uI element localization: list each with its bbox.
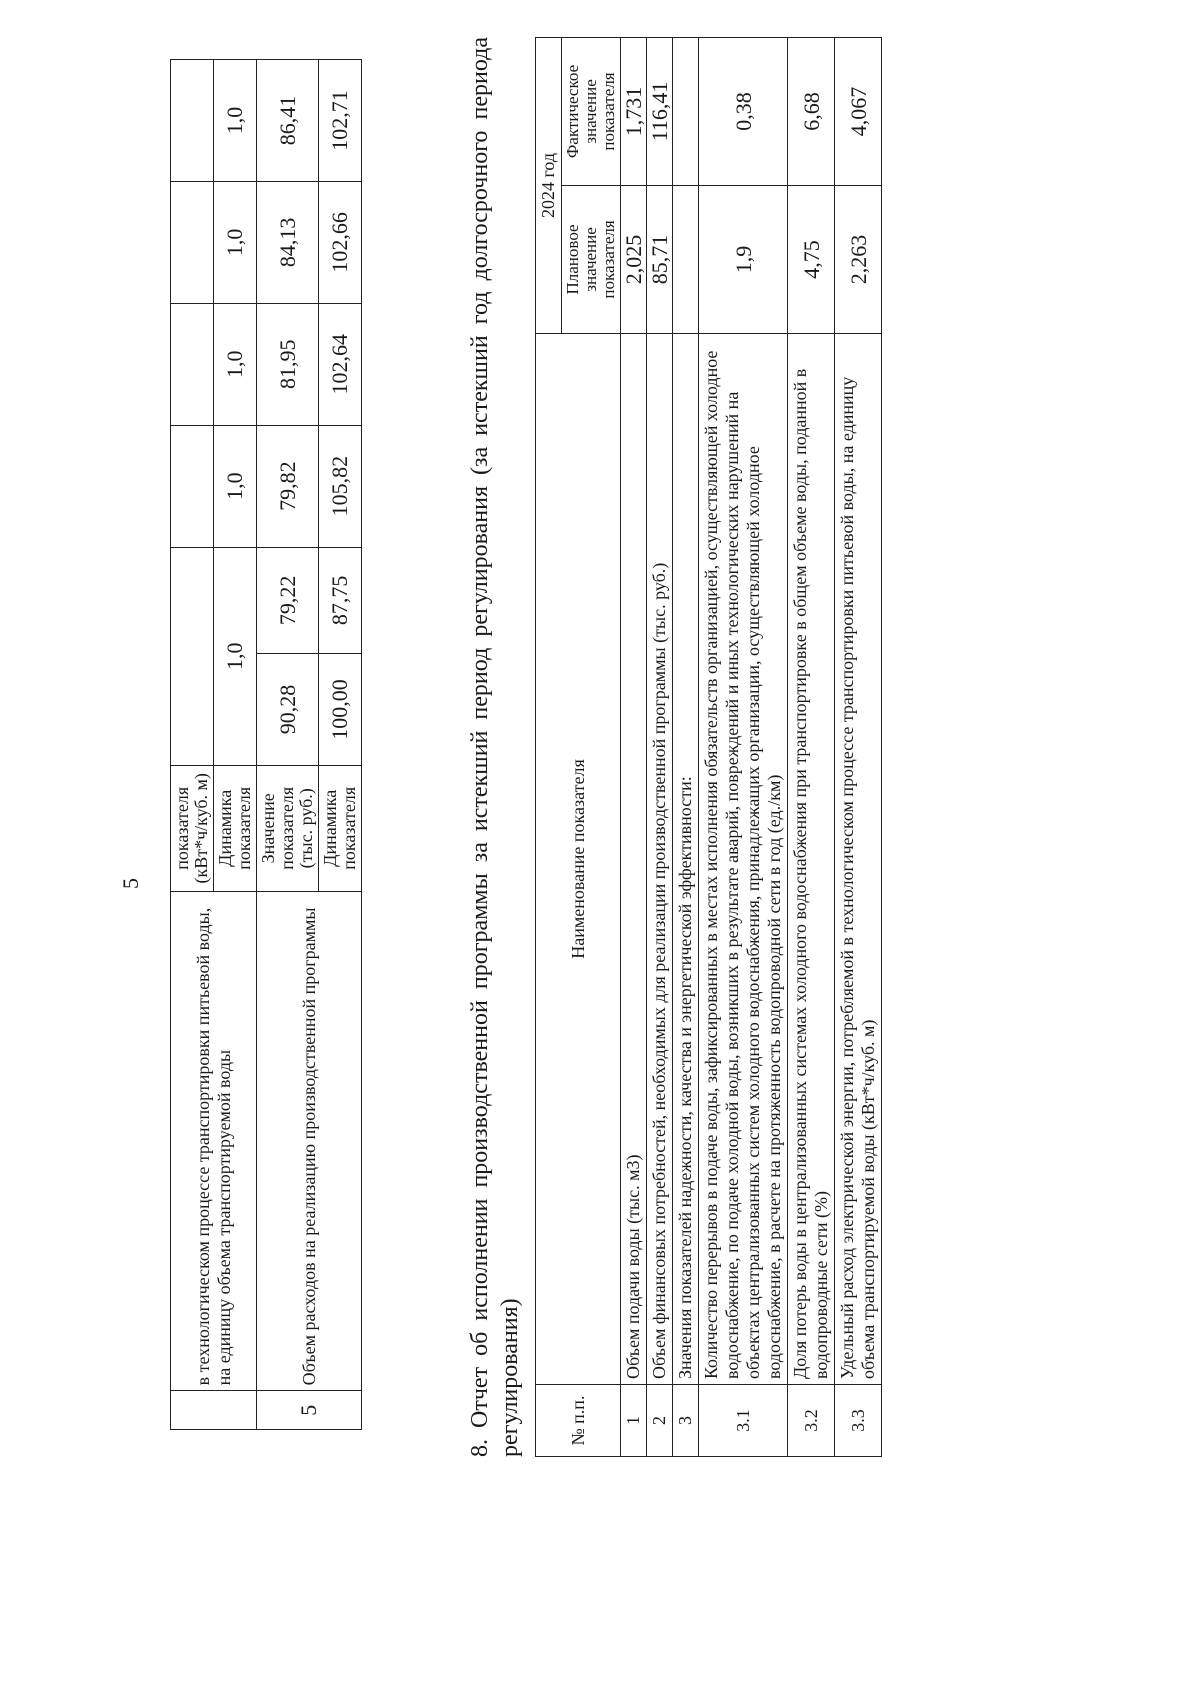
continuation-table (170, 59, 362, 1430)
row-fact: 0,38 (699, 38, 788, 186)
table-row (699, 38, 788, 1457)
row-label: Объем расходов на реализацию производственной программы (257, 891, 362, 1391)
value-cell: 1,0 (214, 425, 257, 547)
value-cell: 100,00 (319, 654, 362, 766)
value-cell (171, 303, 214, 425)
row-num: 1 (621, 1385, 647, 1457)
unit-cell: показателя (кВт*ч/куб. м) (171, 765, 214, 891)
row-name: Количество перерывов в подаче воды, зафиксированных в местах исполнения обязательств организацией, осуществляющей холодное водоснабжение, по подаче холодной воды, возникших в результате аварий, повреждений и иных технологических нарушений на объектах централизованных систем холодного водоснабжения, принадлежащих организации, осуществляющей холодное водоснабжение, в расчете на протяженность водопроводной сети в год (ед./км) (699, 333, 788, 1384)
value-cell: 102,71 (319, 60, 362, 182)
row-label: в технологическом процессе транспортировки питьевой воды, на единицу объема транспортируемой воды (171, 891, 257, 1391)
unit-cell: Динамика показателя (214, 765, 257, 891)
value-cell (171, 181, 214, 303)
row-num-cell: 5 (257, 1391, 362, 1430)
unit-cell: Динамика показателя (319, 765, 362, 891)
report-table (535, 37, 882, 1457)
row-fact: 116,41 (647, 38, 673, 186)
value-cell: 86,41 (257, 60, 319, 182)
row-name: Объем финансовых потребностей, необходимых для реализации производственной программы (тыс. руб.) (647, 333, 673, 1384)
row-fact: 4,067 (835, 38, 882, 186)
value-cell: 1,0 (214, 60, 257, 182)
row-num: 3.2 (788, 1385, 835, 1457)
row-num: 3 (673, 1385, 699, 1457)
value-cell: 81,95 (257, 303, 319, 425)
value-cell: 90,28 (257, 654, 319, 766)
value-cell (171, 425, 214, 547)
value-cell: 87,75 (319, 547, 362, 654)
row-num: 2 (647, 1385, 673, 1457)
value-cell: 1,0 (214, 547, 257, 765)
unit-cell: Значение показателя (тыс. руб.) (257, 765, 319, 891)
table-row (788, 38, 835, 1457)
table-row (171, 60, 214, 1430)
value-cell: 102,64 (319, 303, 362, 425)
value-cell: 84,13 (257, 181, 319, 303)
value-cell (171, 547, 214, 765)
header-name: Наименование показателя (536, 333, 621, 1384)
value-cell (171, 60, 214, 182)
table-row (647, 38, 673, 1457)
table-row (621, 38, 647, 1457)
row-num: 3.1 (699, 1385, 788, 1457)
row-name: Доля потерь воды в централизованных системах холодного водоснабжения при транспортировке в общем объеме воды, поданной в водопроводные сети (%) (788, 333, 835, 1384)
value-cell: 79,82 (257, 425, 319, 547)
table-row (257, 60, 319, 1430)
row-fact (673, 38, 699, 186)
row-name: Объем подачи воды (тыс. м3) (621, 333, 647, 1384)
page-number: 5 (118, 878, 143, 889)
header-plan: Плановое значение показателя (562, 185, 621, 333)
row-plan: 1,9 (699, 185, 788, 333)
row-num: 3.3 (835, 1385, 882, 1457)
value-cell: 1,0 (214, 181, 257, 303)
header-num: № п.п. (536, 1385, 621, 1457)
row-num-cell (171, 1391, 257, 1430)
row-plan: 4,75 (788, 185, 835, 333)
row-name: Значения показателей надежности, качества и энергетической эффективности: (673, 333, 699, 1384)
row-name: Удельный расход электрической энергии, потребляемой в технологическом процессе транспортировки питьевой воды, на единицу объема транспортируемой воды (кВт*ч/куб. м) (835, 333, 882, 1384)
value-cell: 1,0 (214, 303, 257, 425)
value-cell: 102,66 (319, 181, 362, 303)
row-plan: 2,263 (835, 185, 882, 333)
value-cell: 79,22 (257, 547, 319, 654)
header-year: 2024 год (536, 38, 562, 334)
section-heading: 8. Отчет об исполнении производственной программы за истекший период регулирования (за истекший год долгосрочного периода регулирования) (467, 37, 523, 1457)
row-plan: 85,71 (647, 185, 673, 333)
row-plan: 2,025 (621, 185, 647, 333)
row-plan (673, 185, 699, 333)
row-fact: 1,731 (621, 38, 647, 186)
header-fact: Фактическое значение показателя (562, 38, 621, 186)
table-row (673, 38, 699, 1457)
table-row (835, 38, 882, 1457)
value-cell: 105,82 (319, 425, 362, 547)
row-fact: 6,68 (788, 38, 835, 186)
table-header-row (536, 38, 562, 1457)
